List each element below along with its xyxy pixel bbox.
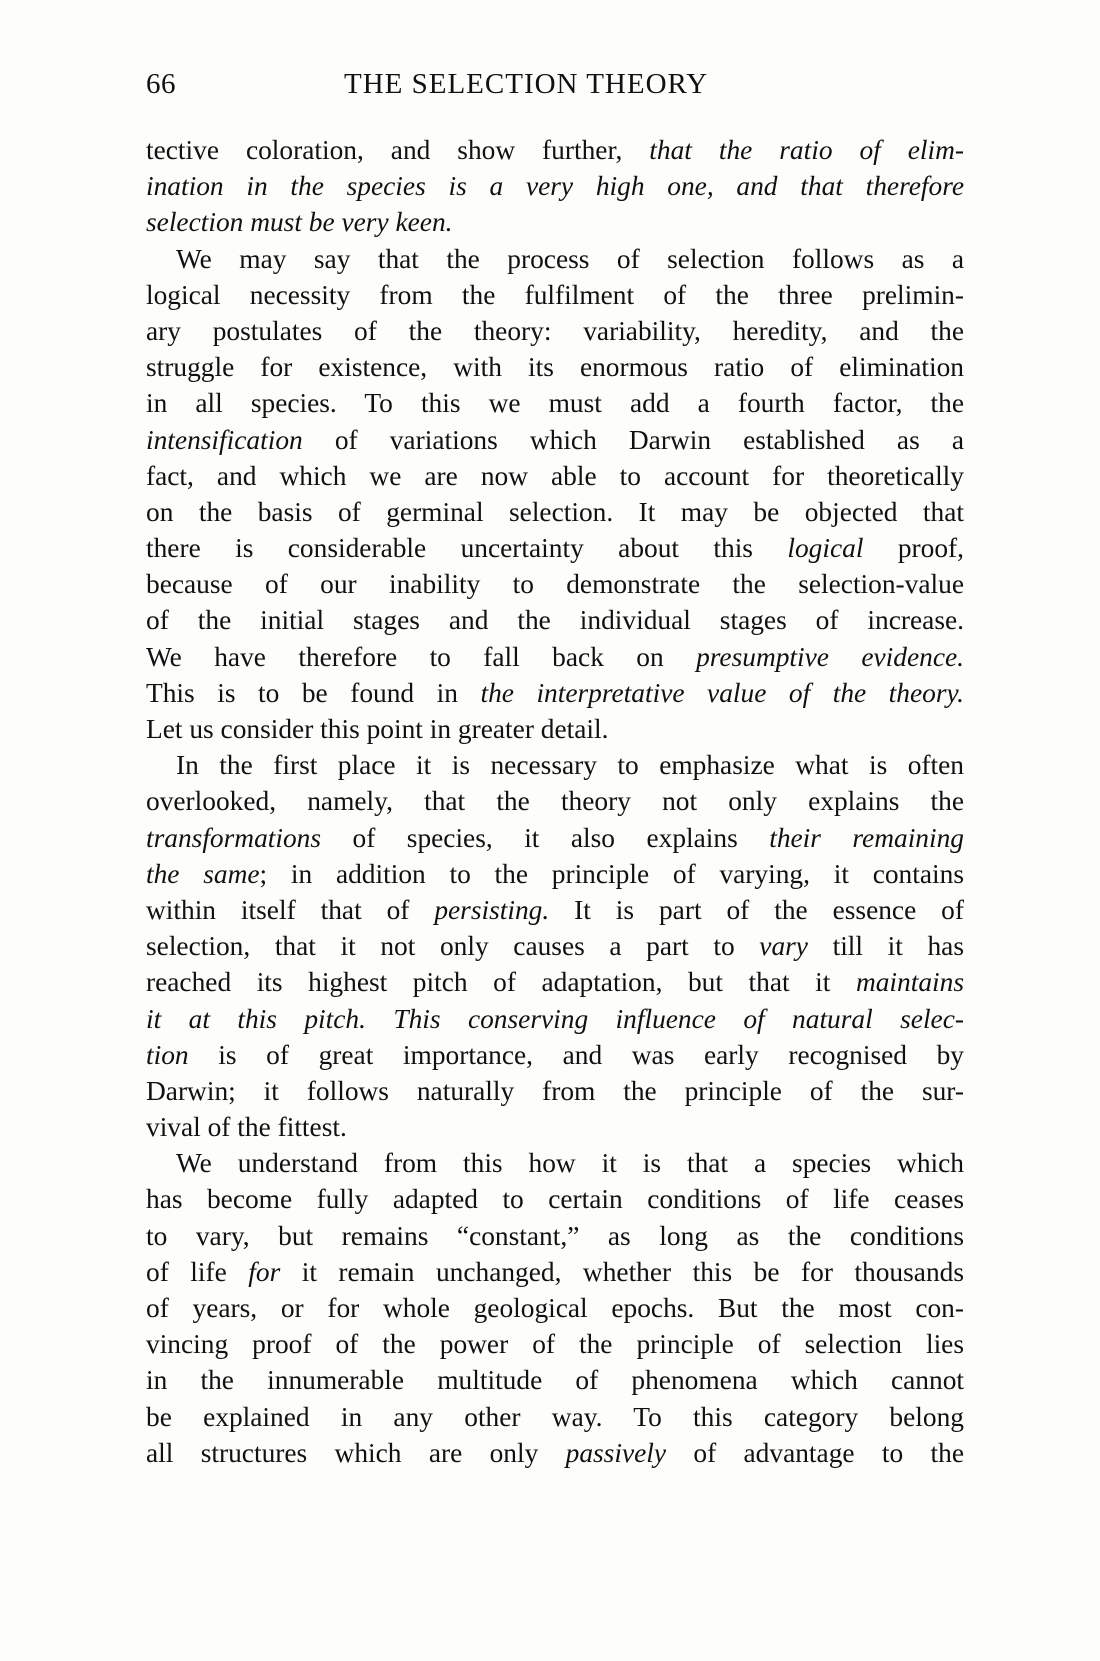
- text-segment: overlooked, namely, that the theory not only explains the: [146, 786, 964, 817]
- text-segment: In the first place it is necessary to emphasize what is often: [176, 750, 964, 781]
- text-line: [146, 277, 964, 313]
- text-segment: is of great importance, and was early recognised by: [188, 1039, 964, 1070]
- text-segment: in the innumerable multitude of phenomena which cannot: [146, 1365, 964, 1396]
- text-segment: Let us consider this point in greater detail.: [146, 714, 609, 744]
- text-segment: We understand from this how it is that a species which: [176, 1148, 964, 1179]
- text-segment: struggle for existence, with its enormous ratio of elimination: [146, 352, 964, 383]
- text-segment: of advantage to the: [666, 1437, 964, 1468]
- text-line: [146, 458, 964, 494]
- italic-text: persisting.: [434, 894, 550, 925]
- text-line: [146, 1218, 964, 1254]
- text-line: [146, 964, 964, 1000]
- text-segment: till it has: [807, 931, 964, 962]
- text-line: [146, 422, 964, 458]
- text-line: [146, 892, 964, 928]
- italic-text: for: [248, 1256, 281, 1287]
- text-line: [146, 204, 964, 240]
- page-header: [146, 68, 962, 112]
- italic-text: maintains: [855, 967, 964, 998]
- text-segment: selection, that it not only causes a part to: [146, 931, 760, 962]
- text-line: [146, 820, 964, 856]
- text-segment: be explained in any other way. To this category belong: [146, 1401, 964, 1432]
- text-segment: reached its highest pitch of adaptation, but that it: [146, 967, 856, 998]
- text-line: [146, 1290, 964, 1326]
- italic-text: the same: [146, 858, 260, 889]
- text-segment: has become fully adapted to certain conditions of life ceases: [146, 1184, 964, 1215]
- body-text: [146, 132, 964, 1471]
- text-segment: in all species. To this we must add a fourth factor, the: [146, 388, 964, 419]
- text-segment: We may say that the process of selection follows as a: [176, 243, 964, 274]
- italic-text: transformations: [146, 822, 322, 853]
- text-line: [146, 313, 964, 349]
- text-segment: all structures which are only: [146, 1437, 566, 1468]
- text-segment: ary postulates of the theory: variability, heredity, and the: [146, 315, 964, 346]
- text-segment: We have therefore to fall back on: [146, 641, 697, 672]
- text-line: [146, 132, 964, 168]
- text-segment: on the basis of germinal selection. It may be objected that: [146, 496, 964, 527]
- text-segment: This is to be found in: [146, 677, 481, 708]
- text-line: [146, 566, 964, 602]
- text-segment: because of our inability to demonstrate the selection-value: [146, 569, 964, 600]
- text-line: [146, 1362, 964, 1398]
- italic-text: it at this pitch. This conserving influence of natural selec-: [146, 1003, 964, 1034]
- text-line: [146, 602, 964, 638]
- text-line: [146, 241, 964, 277]
- text-line: [146, 675, 964, 711]
- text-segment: tective coloration, and show further,: [146, 135, 650, 165]
- text-line: [146, 1037, 964, 1073]
- text-segment: to vary, but remains “constant,” as long as the conditions: [146, 1220, 964, 1251]
- text-segment: vincing proof of the power of the principle of selection lies: [146, 1329, 964, 1360]
- text-segment: there is considerable uncertainty about this: [146, 533, 788, 564]
- italic-text: presumptive evidence.: [696, 641, 964, 672]
- text-segment: of life: [146, 1256, 249, 1287]
- text-line: [146, 494, 964, 530]
- text-line: [146, 1326, 964, 1362]
- text-segment: proof,: [863, 533, 964, 564]
- text-line: [146, 639, 964, 675]
- text-line: [146, 168, 964, 204]
- italic-text: their remaining: [769, 822, 964, 853]
- text-segment: within itself that of: [146, 894, 435, 925]
- text-line: [146, 783, 964, 819]
- text-line: [146, 1435, 964, 1471]
- italic-text: that the ratio of elim-: [649, 135, 964, 165]
- text-line: [146, 1109, 964, 1145]
- text-segment: of species, it also explains: [321, 822, 770, 853]
- text-line: [146, 1399, 964, 1435]
- text-segment: logical necessity from the fulfilment of the three prelimin-: [146, 279, 964, 310]
- text-line: [146, 385, 964, 421]
- italic-text: vary: [759, 931, 808, 962]
- text-line: [146, 747, 964, 783]
- text-line: [146, 1254, 964, 1290]
- text-line: [146, 1001, 964, 1037]
- text-line: [146, 1145, 964, 1181]
- text-segment: fact, and which we are now able to account for theoretically: [146, 460, 964, 491]
- italic-text: the interpretative value of the theory.: [480, 677, 964, 708]
- italic-text: selection must be very keen.: [146, 207, 453, 238]
- text-segment: it remain unchanged, whether this be for thousands: [280, 1256, 964, 1287]
- page-number: 66: [146, 68, 176, 100]
- text-line: [146, 349, 964, 385]
- text-line: [146, 928, 964, 964]
- text-segment: of the initial stages and the individual stages of increase.: [146, 605, 964, 636]
- text-line: [146, 1073, 964, 1109]
- text-segment: of years, or for whole geological epochs. But the most con-: [146, 1293, 964, 1323]
- text-line: [146, 711, 964, 747]
- italic-text: ination in the species is a very high one, and that therefore: [146, 171, 964, 202]
- text-line: [146, 1181, 964, 1217]
- italic-text: tion: [146, 1039, 189, 1070]
- italic-text: logical: [787, 533, 864, 564]
- text-line: [146, 530, 964, 566]
- italic-text: passively: [565, 1437, 667, 1468]
- italic-text: intensification: [146, 424, 303, 455]
- text-segment: of variations which Darwin established as a: [302, 424, 964, 455]
- text-line: [146, 856, 964, 892]
- text-segment: It is part of the essence of: [549, 894, 964, 925]
- text-segment: ; in addition to the principle of varying, it contains: [259, 858, 964, 889]
- text-segment: vival of the fittest.: [146, 1112, 347, 1143]
- text-segment: Darwin; it follows naturally from the principle of the sur-: [146, 1075, 964, 1106]
- running-title: THE SELECTION THEORY: [344, 68, 709, 100]
